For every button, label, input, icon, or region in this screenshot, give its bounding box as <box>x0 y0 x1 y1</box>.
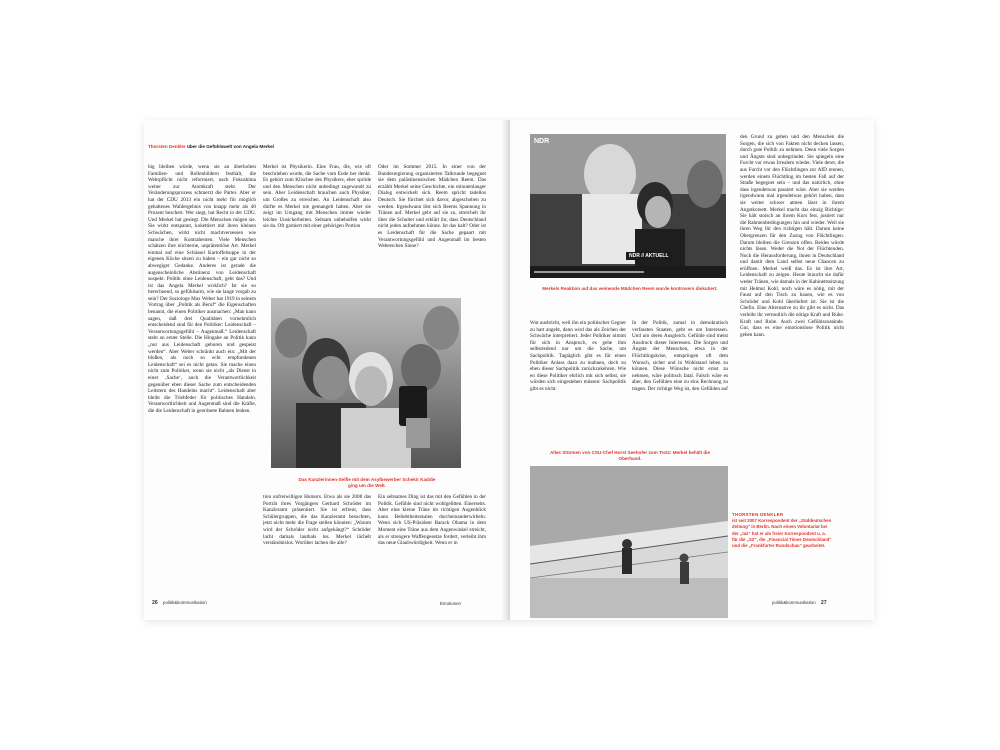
body-text: Oder im Sommer 2015. In einer von der Bundesregierung organisierten Talkrunde begegnet sie dem palästinensischen Mädchen Reem. Das erzählt Merkel seine Geschichte, ein minutenlanger Dialog entwickelt sich. Reem spricht tadellos Deutsch. Sie fürchtet sich davor, abgeschoben zu werden. Irgendwann löst sich Reems Spannung in Tränen auf. Merkel geht auf sie zu, streichelt ihr über die Schulter und erklärt ihr, dass Deutschland nicht jeden aufnehmen könne. Ist das kalt? Oder ist es Leidenschaft für die Sache gepaart mit Verantwortungsgefühl und Augenmaß im besten Weberschen Sinne? <box>378 164 486 250</box>
page-number: 26 <box>152 600 158 606</box>
page-number: 27 <box>820 600 827 606</box>
body-text: hig bleiben würde, wenn sie an überholten Familien- und Rollenbildern festhält, die Wehrpflicht nicht reformiert, nach Fukushima weiter zur Atomkraft steht. Der Veränderungsprozess schmerzt die Partei. Aber er hat der CDU 2013 ein nicht mehr für möglich gehaltenes Wahlergebnis von knapp mehr als 40 Prozent beschert. Wer siegt, hat Recht in der CDU. Und Merkel hat gesiegt. Die Menschen mögen sie. Sie wirkt entspannt, kokettiert mit ihren kleinen Schwächen, wirkt nicht machtversessen wie manche ihrer Kontrahenten. Viele Menschen schätzen ihre nüchterne, unprätentiöse Art. Merkel einmal auf eine Schüssel Kartoffelsuppe in der eigenen Küche sitzen zu haben – ein gar nicht so abwegiger Gedanke. Anderes ist gerade die augenscheinliche Abstinenz von Leidenschaft suspekt. Politik ohne Leidenschaft, geht das? Und ist das Angela Merkel wirklich? Ist sie so berechnend, so gefühlsarm, wie sie lange vorgab zu sein? Der Soziologe Max Weber hat 1919 in seinem Vortrag über „Politik als Beruf“ die Eigenschaften benannt, die einen Politiker ausmachen: „Man kann sagen, daß drei Qualitäten vornehmlich entscheidend sind für den Politiker: Leidenschaft – Verantwortungsgefühl – Augenmaß.“ Leidenschaft steht an erster Stelle. Die Hingabe an Politik kann „nur aus Leidenschaft geboren und gespeist werden“. Aber Weber schränkt auch ein: „Mit der bloßen, als noch so echt empfundenen Leidenschaft“ sei es nicht getan. Sie mache einen nicht zum Politiker, wenn sie nicht „als Dienst in einer ‚Sache‘, auch die Verantwortlichkeit gegenüber eben dieser Sache zum entscheidenden Leitstern des Handelns macht“. Leidenschaft aber bleibt die Triebfeder für politisches Handeln. Verantwortlichkeit und Augenmaß sind die Kräfte, die die Leidenschaft in geordnete Bahnen lenken. <box>148 164 256 414</box>
left-column-1 <box>148 164 256 604</box>
left-column-3-bottom <box>378 494 486 594</box>
video-still-photo <box>530 134 726 278</box>
left-footer <box>148 600 207 606</box>
kicker-text: über die Gefühlswelt von Angela Merkel <box>187 144 274 149</box>
left-column-2-top <box>263 164 371 286</box>
body-text: Ein seltsames Ding ist das mit den Gefühlen in der Politik. Gefühle sind nicht wohlgelitten. Einerseits. Aber eine kleine Träne im richtigen Augenblick kann Beliebtheitsskalen durcheinanderwirbeln. Wenn sich US-Präsident Barack Obama in dem Moment eine Träne aus dem Augenwinkel streicht, als er strengere Waffengesetze fordert, verleiht ihm das neue Glaubwürdigkeit. Wenn er in <box>378 494 486 547</box>
news-banner: NDR // AKTUELL <box>626 252 672 260</box>
ndr-logo: NDR <box>534 138 550 145</box>
right-footer <box>772 600 831 606</box>
photo-caption: Das Kanzlerinnen-Selfie mit dem Asylbewerber Schekir Kaddie ging um die Welt. <box>298 477 436 488</box>
body-text: Wut ausbricht, weil ihn ein politischer Gegner zu hart angeht, dann wird das als Zeichen der Schwäche interpretiert. Jeder Politiker nimmt für sich in Anspruch, es gehe ihm selbstredend nur um die Sache, um Sachpolitik. Tagtäglich gibt es für einen Politiker Anlass dazu zu mahnen, doch zu eben dieser Sachpolitik zurückzukehren. Wie en diese Politiker ehrlich mit sich selbst, sie würden sich eingestehen müssen: Sachpolitik gibt es nicht. <box>530 320 626 392</box>
section-label: Emotionen <box>440 601 461 606</box>
author-bio <box>732 512 832 549</box>
kicker-author: Thorsten Denkler <box>148 144 186 149</box>
photo-caption-top: Merkels Reaktion auf das weinende Mädchen Reem wurde kontrovers diskutiert. <box>542 286 718 291</box>
article-kicker <box>148 144 274 149</box>
magazine-name: politik&kommunikation <box>163 600 207 605</box>
left-column-3-top <box>378 164 486 286</box>
left-column-2-bottom <box>263 494 371 594</box>
right-page <box>510 120 874 620</box>
author-bio-text: ist seit 2007 Korrespondent der „Süddeutschen Zeitung“ in Berlin. Nach einem Volontariat bei der „taz“ hat er als freier Korrespondent u. a. für die „SZ“, die „Financial Times Deutschland“ und die „Frankfurter Rundschau“ gearbeitet. <box>732 518 832 549</box>
magazine-spread <box>144 120 874 620</box>
seehofer-merkel-photo <box>530 466 728 618</box>
magazine-name: politik&kommunikation <box>772 600 816 605</box>
left-page <box>144 120 508 620</box>
body-text: tion unfreiwilligen Humors. Etwa als sie 2008 das Porträt ihres Vorgängers Gerhard Schröder im Kanzleramt präsentiert. Sie ist erfreut, dass Schülergruppen, die das Kanzleramt besuchten, jetzt nicht mehr die Frage stellen könnten: „Warum wird der Schröder nicht aufgehängt?“ Schröder lacht damals lauthals los. Merkel lächelt verständnislos. Worüber lachen die alle? <box>263 494 371 547</box>
body-text: den Grund zu gehen und den Menschen die Sorgen, die sich von Fakten nicht decken lassen, durch gute Politik zu nehmen. Denn viele Sorgen und Ängste sind unbegründet. Sie spiegeln eine Furcht vor etwas Irrealem wieder. Viele derer, die aus Furcht vor den Flüchtlingen zur AfD rennen, werden einem Flüchtling im besten Fall auf der Straße begegnet sein – und das natürlich, ohne dass irgendetwas passiert wäre. Aber sie werden irgendwann mal irgendetwas gehört haben, dass sie weiter schwer atmen lässt in ihrem Angstkorsett. Merkel macht das einzig Richtige: Sie hält stoisch an ihrem Kurs fest, justiert nur die Rahmenbedingungen hin und wieder. Weil sie ihren Weg für den richtigen hält. Darum keine Obergrenzen für den Zuzug von Flüchtlingen. Darum bleiben die Grenzen offen. Beides würde nichts lösen. Weder die Not der Flüchtenden. Noch die Herausforderung, ihnen in Deutschland und damit dem Land selbst neue Chancen zu eröffnen. Merkel weiß das. Es ist ihre Art, Leidenschaft zu zeigen. Heute braucht sie dafür weder Tränen, wie damals in der Kabinettssitzung mit Helmut Kohl, noch wäre es nötig, mit der Faust auf den Tisch zu hauen, wie es von Schröder und Kohl überliefert ist. Sie ist die Chefin. Eine Alternative zu ihr gibt es nicht. Das verleiht ihr vermutlich die nötige Kraft und Ruhe. Kraft und Ruhe. Auch zwei Gefühlszustände. Gut, dass es eine emotionslose Politik nicht geben kann. <box>740 134 844 338</box>
right-column-1-top <box>530 320 626 436</box>
body-text: In der Politik, zumal in demokratisch verfassten Staaten, geht es um Interessen. Und um deren Ausgleich. Gefühle sind meist Ausdruck dieser Interessen. Die Sorgen und Ängste der Menschen, etwa in der Flüchtlingskrise, entspringen oft dem Wunsch, sicher und in Wohlstand leben zu können. Diese Wünsche nicht ernst zu nehmen, wäre politisch fatal. Falsch wäre es aber, den Gefühlen eine zu eins Rechnung zu tragen. Der richtige Weg ist, den Gefühlen auf <box>632 320 728 392</box>
right-column-2-top <box>632 320 728 436</box>
selfie-photo <box>271 298 461 468</box>
photo-caption-bottom: Alles Stürmen von CSU-Chef Horst Seehofer zum Trotz: Merkel behält die Oberhand. <box>549 450 711 461</box>
seehofer-merkel-art <box>530 466 728 618</box>
author-name: THORSTEN DENKLER <box>732 512 784 517</box>
right-column-3 <box>740 134 844 504</box>
selfie-photo-art <box>271 298 461 468</box>
body-text: Merkel ist Physikerin. Eine Frau, die, wie oft beschrieben wurde, die Sache vom Ende her denkt. Es gehört zum Klischee des Physikers, eher spröde und den Menschen nicht unbedingt zugewandt zu sein. Aber Leidenschaft brauchen auch Physiker, um Großes zu erreichen. An Leidenschaft also dürfte es Merkel nie gemangelt haben. Aber sie zeigt im Umgang mit Menschen immer wieder leichte Unsicherheiten. Seltsam unbeholfen wirkt sie da. Oft garniert mit einer gehörigen Portion <box>263 164 371 230</box>
